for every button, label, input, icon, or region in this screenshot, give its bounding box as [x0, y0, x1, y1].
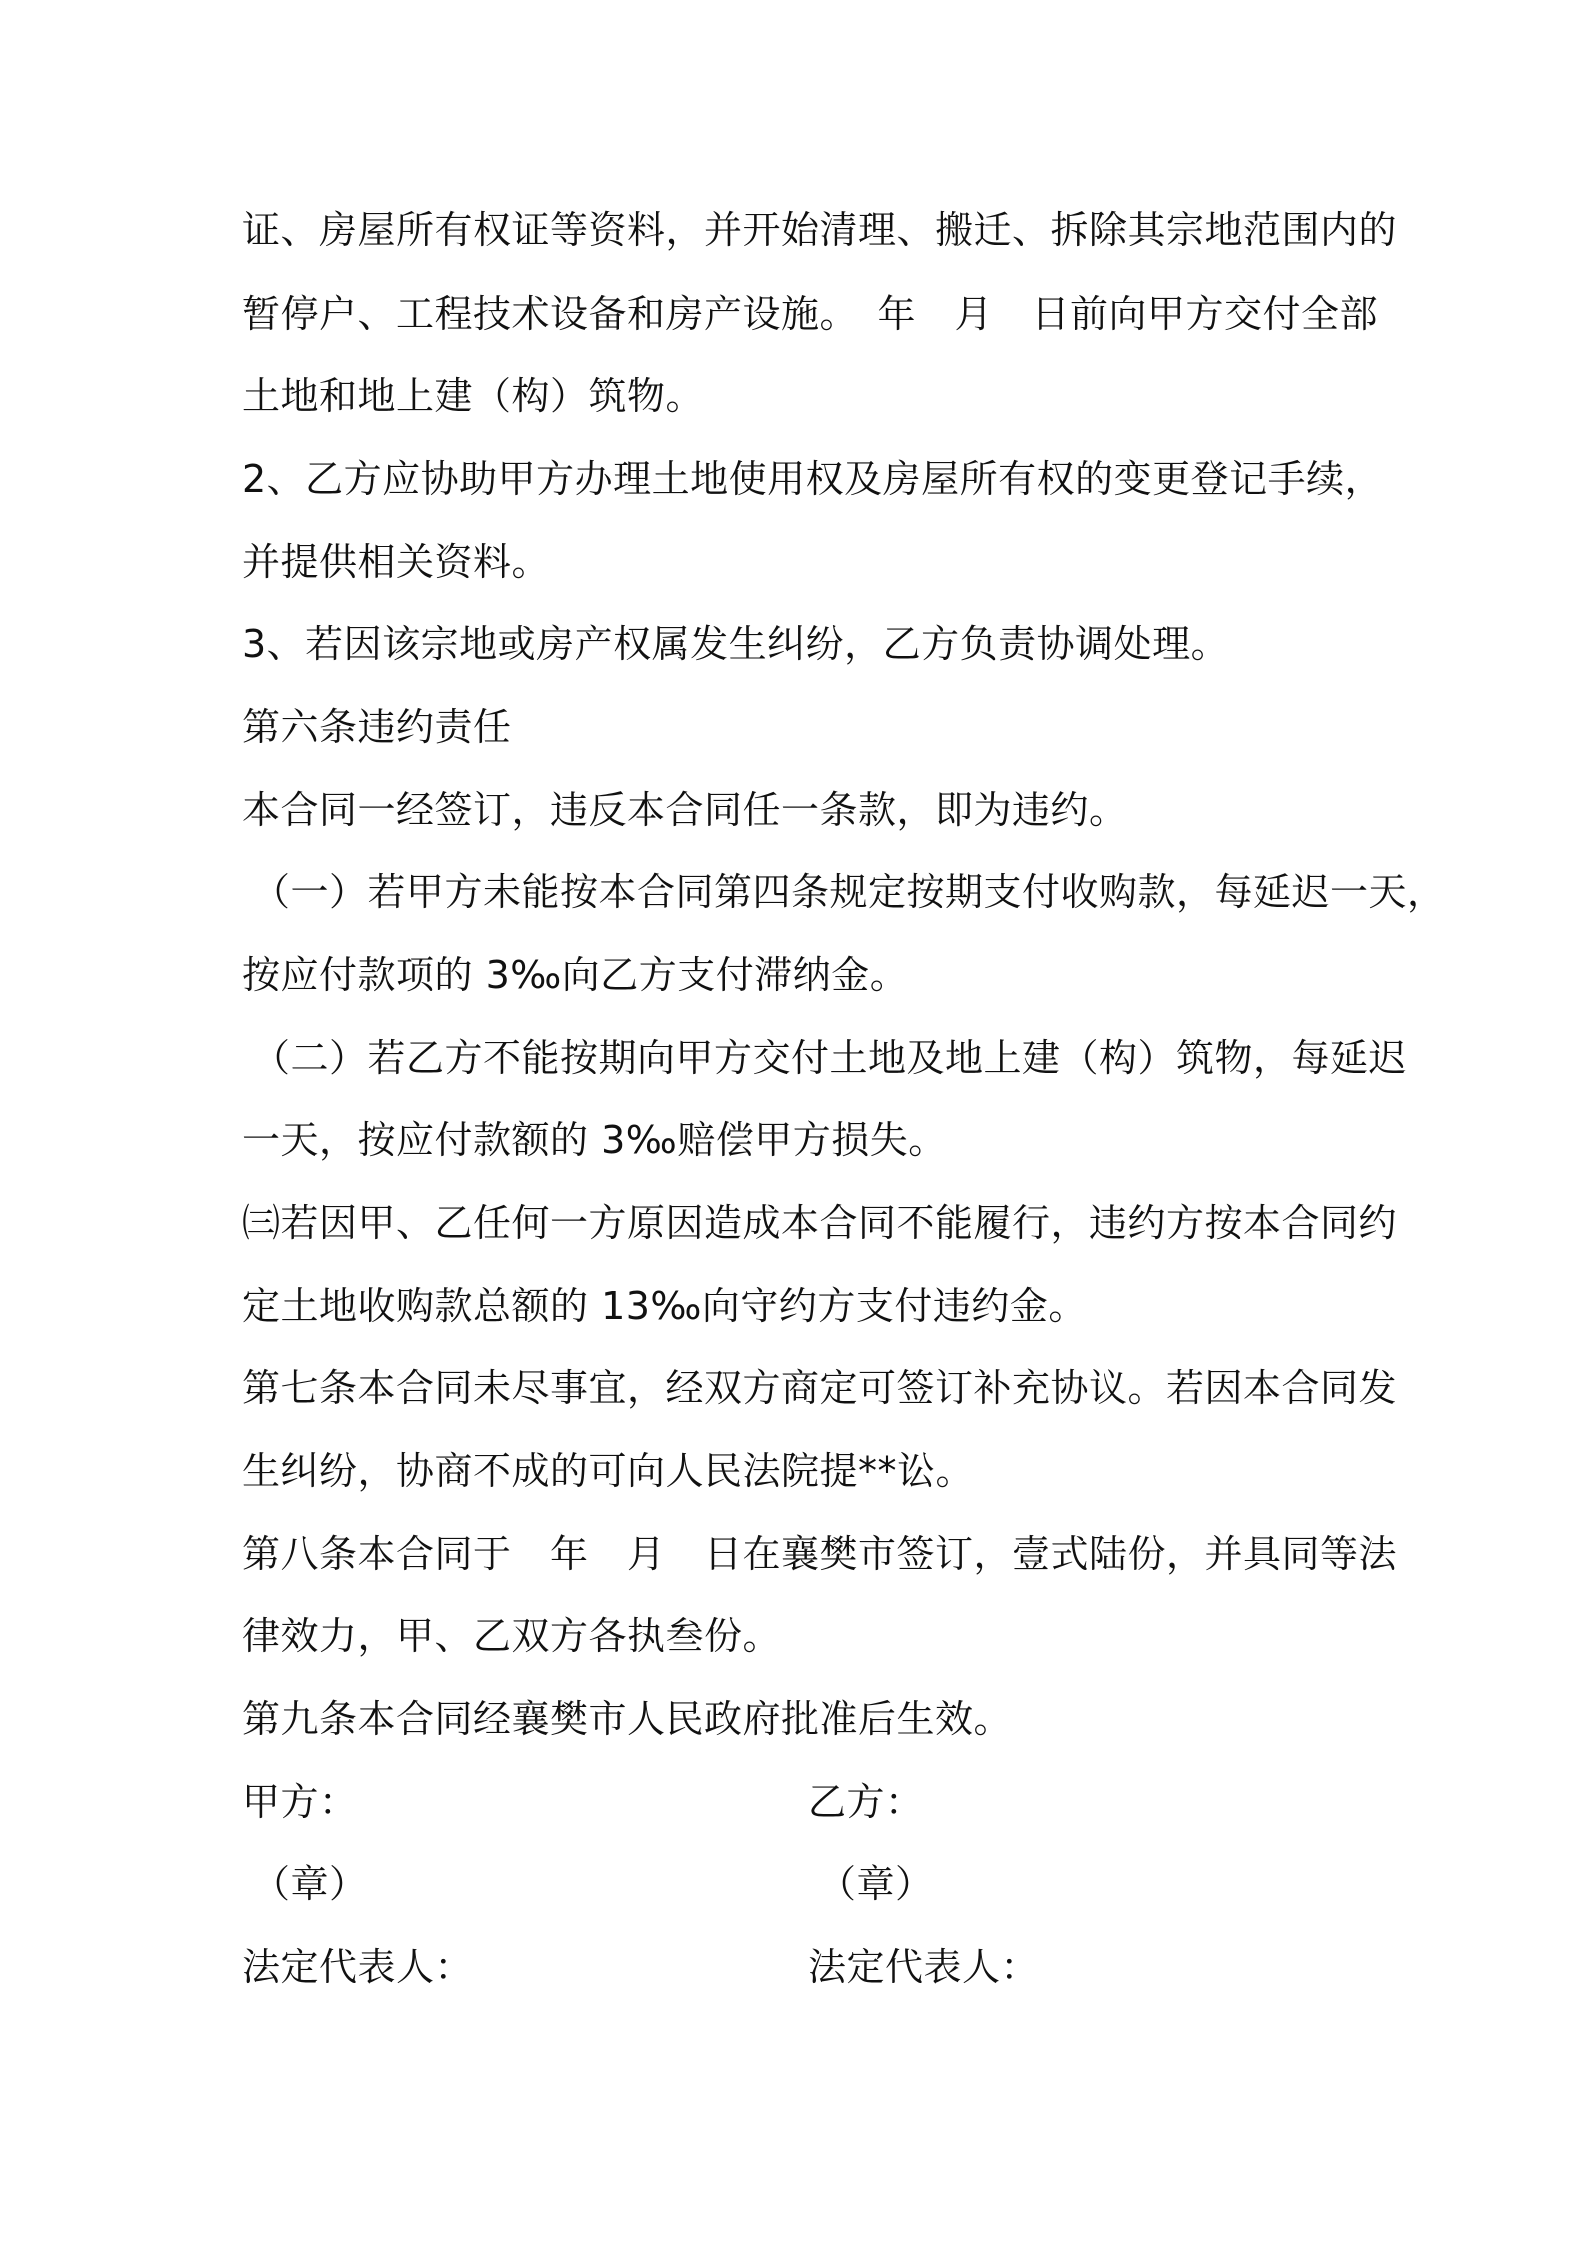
party-a-stamp: （章）: [252, 1862, 368, 1906]
article-6-heading: 第六条违约责任: [242, 705, 512, 749]
item-2-line: （二）若乙方不能按期向甲方交付土地及地上建（构）筑物，每延迟: [252, 1036, 1408, 1080]
clause-3-line: 3、若因该宗地或房产权属发生纠纷，乙方负责协调处理。: [242, 622, 1230, 666]
clause-2-line: 2、乙方应协助甲方办理土地使用权及房屋所有权的变更登记手续，: [242, 457, 1384, 501]
party-a-label: 甲方：: [242, 1780, 358, 1824]
paragraph-line: 本合同一经签订，违反本合同任一条款，即为违约。: [242, 788, 1128, 832]
item-3-line: ㈢若因甲、乙任何一方原因造成本合同不能履行，违约方按本合同约: [242, 1201, 1398, 1245]
paragraph-line: 律效力，甲、乙双方各执叁份。: [242, 1614, 782, 1658]
paragraph-line: 并提供相关资料。: [242, 540, 551, 584]
paragraph-line: 一天，按应付款额的 3‰赔偿甲方损失。: [242, 1118, 947, 1162]
party-b-label: 乙方：: [808, 1780, 924, 1824]
party-b-stamp: （章）: [818, 1862, 934, 1906]
article-8-line: 第八条本合同于 年 月 日在襄樊市签订，壹式陆份，并具同等法: [242, 1532, 1398, 1576]
article-7-line: 第七条本合同未尽事宜，经双方商定可签订补充协议。若因本合同发: [242, 1366, 1398, 1410]
article-9-line: 第九条本合同经襄樊市人民政府批准后生效。: [242, 1697, 1013, 1741]
paragraph-line: 按应付款项的 3‰向乙方支付滞纳金。: [242, 953, 909, 997]
paragraph-line: 定土地收购款总额的 13‰向守约方支付违约金。: [242, 1284, 1087, 1328]
paragraph-line: 生纠纷，协商不成的可向人民法院提**讼。: [242, 1449, 975, 1493]
party-b-representative: 法定代表人：: [808, 1945, 1040, 1989]
party-a-representative: 法定代表人：: [242, 1945, 474, 1989]
item-1-line: （一）若甲方未能按本合同第四条规定按期支付收购款，每延迟一天，: [252, 870, 1446, 914]
paragraph-line: 暂停户、工程技术设备和房产设施。 年 月 日前向甲方交付全部: [242, 292, 1379, 336]
paragraph-line: 土地和地上建（构）筑物。: [242, 374, 705, 418]
paragraph-line: 证、房屋所有权证等资料，并开始清理、搬迁、拆除其宗地范围内的: [242, 208, 1398, 252]
